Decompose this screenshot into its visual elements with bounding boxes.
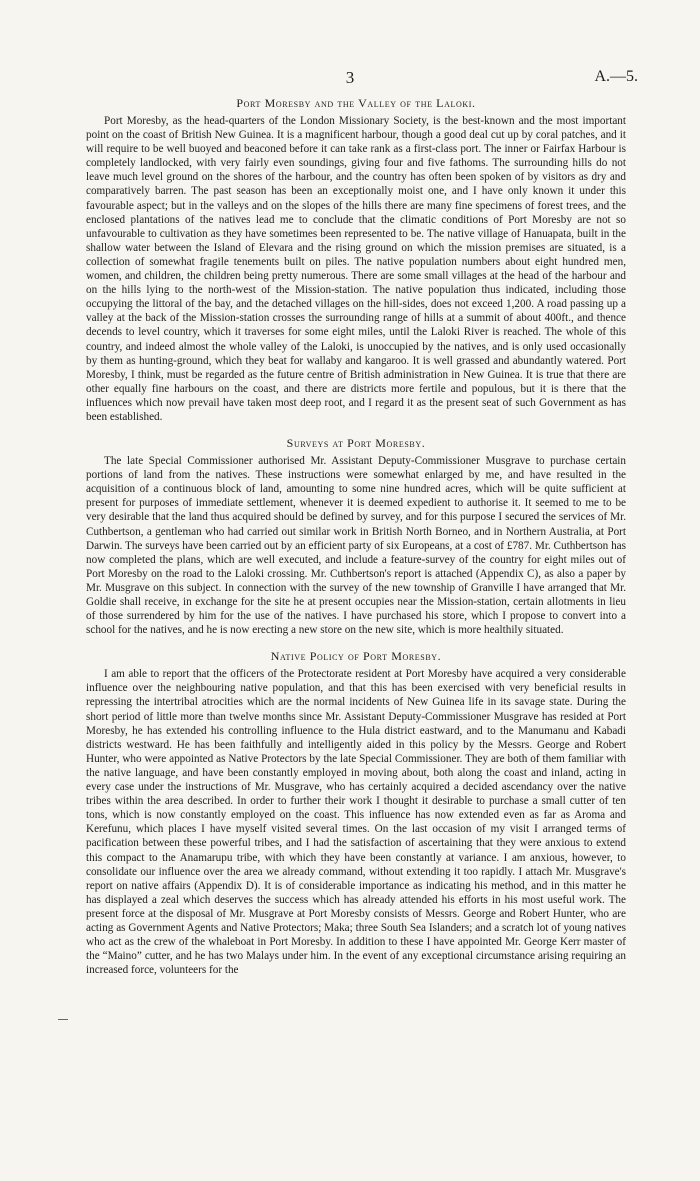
- document-body: [86, 96, 626, 977]
- section-heading-surveys: Surveys at Port Moresby.: [286, 436, 426, 451]
- page-number: 3: [345, 68, 355, 87]
- section-paragraph-surveys: The late Special Commissioner authorised Mr. Assistant Deputy-Commissioner Musgrave to purchase certain portions of land from the natives. These instructions were somewhat enlarged by me, and have resulted in the acquisition of a continuous block of land, amounting to some nine hundred acres, which will be quite sufficient at present for purposes of immediate settlement, whenever it is deemed expedient to authorise it. It seemed to me to be very desirable that the land thus acquired should be defined by survey, and for this purpose I secured the services of Mr. Cuthbertson, a gentleman who had carried out similar work in British North Borneo, and in Northern Australia, at Port Darwin. The surveys have been carried out by an efficient party of six Europeans, at a cost of £787. Mr. Cuthbertson has now completed the plans, which are well executed, and include a feature-survey of the country for eight miles out of Port Moresby on the road to the Laloki crossing. Mr. Cuthbertson's report is attached (Appendix C), as also a paper by Mr. Musgrave on this subject. In connection with the survey of the new township of Granville I have arranged that Mr. Goldie shall receive, in exchange for the site he at present occupies near the Mission-station, certain allotments in lieu of those surrendered by him for the use of the natives. I have purchased his store, which I propose to convert into a school for the natives, and he is now erecting a new store on the new site, which is more healthily situated.: [86, 455, 626, 637]
- section-heading-port-moresby: Port Moresby and the Valley of the Laloki.: [236, 96, 476, 110]
- section-paragraph-port-moresby: Port Moresby, as the head-quarters of the London Missionary Society, is the best-known and the most important point on the coast of British New Guinea. It is a magnificent harbour, though a good deal cut up by coral patches, and it will require to be well buoyed and beaconed before it can take rank as a first-class port. The inner or Fairfax Harbour is completely landlocked, with very fairly even soundings, giving four and five fathoms. The surrounding hills do not leave much level ground on the shores of the harbour, and the country has often been spoken of by visitors as dry and comparatively barren. The past season has been an exceptionally moist one, and I have only known it under this favourable aspect; but in the valleys and on the slopes of the hills there are many fine specimens of forest trees, and the enclosed plantations of the natives lead me to conclude that the climatic conditions of Port Moresby are not so unfavourable to cultivation as they have sometimes been represented to be. The native village of Hanuapata, built in the shallow water between the Island of Elevara and the rising ground on which the mission premises are situated, is a collection of somewhat fragile tenements built on piles. The native population numbers about eight hundred men, women, and children, the children being pretty numerous. There are some small villages at the head of the harbour and on the hills lying to the north-west of the Mission-station. The native population thus indicated, including those occupying the littoral of the bay, and the detached villages on the hill-sides, does not exceed 1,200. A road passing up a valley at the back of the Mission-station crosses the surrounding range of hills at a summit of about 400ft., and thence decends to level country, which it traverses for some eight miles, until the Laloki River is reached. The whole of this country, and indeed almost the whole valley of the Laloki, is unoccupied by the natives, and is only used occasionally by them as hunting-ground, which they beat for wallaby and kangaroo. It is well grassed and abundantly watered. Port Moresby, I think, must be regarded as the future centre of British administration in New Guinea. It is true that there are other equally fine harbours on the coast, and there are districts more fertile and populous, but it is there that the influences which now prevail have taken most deep root, and I regard it as the present seat of such Government as has been established.: [86, 115, 626, 423]
- section-paragraph-native-policy: I am able to report that the officers of the Protectorate resident at Port Moresby have acquired a very considerable influence over the neighbouring native population, and that this has been exercised with very beneficial results in repressing the intertribal atrocities which are the normal incidents of New Guinea life in its savage state. During the short period of little more than twelve months since Mr. Assistant Deputy-Commissioner Musgrave has resided at Port Moresby, he has extended his controlling influence to the Hula district eastward, and to the Manumanu and Kabadi districts westward. He has been faithfully and intelligently aided in this policy by the Messrs. George and Robert Hunter, who were appointed as Native Protectors by the late Special Commissioner. They are both of them familiar with the native language, and have been constantly employed in moving about, both along the coast and inland, acting in every case under the instructions of Mr. Musgrave, who has certainly acquired a decided ascendancy over the native tribes within the area described. In order to further their work I thought it desirable to purchase a small cutter of ten tons, which is now constantly employed on the coast. This influence has now extended even as far as Aroma and Kerefunu, which places I have myself visited several times. On the last occasion of my visit I arranged terms of pacification between these powerful tribes, and I had the satisfaction of ascertaining that they were anxious to extend this compact to the Anamarupu tribe, with which they have been constantly at variance. I am anxious, however, to consolidate our influence over the area we already command, without extending it too rapidly. I attach Mr. Musgrave's report on native affairs (Appendix D). It is of considerable importance as indicating his method, and in this matter he has displayed a zeal which deserves the success which has already attended his efforts in his most useful work. The present force at the disposal of Mr. Musgrave at Port Moresby consists of Messrs. George and Robert Hunter, who are acting as Government Agents and Native Protectors; Maka; three South Sea Islanders; and a scratch lot of young natives who act as the crew of the whaleboat in Port Moresby. In addition to these I have appointed Mr. George Kerr master of the “Maino” cutter, and he has two Malays under him. In the event of any exceptional circumstance arising requiring an increased force, volunteers for the: [86, 668, 626, 977]
- section-heading-native-policy: Native Policy of Port Moresby.: [270, 649, 442, 664]
- margin-mark: [58, 1019, 68, 1020]
- section-spacer: [86, 424, 626, 436]
- section-spacer: [86, 637, 626, 649]
- document-reference: A.—5.: [594, 68, 638, 85]
